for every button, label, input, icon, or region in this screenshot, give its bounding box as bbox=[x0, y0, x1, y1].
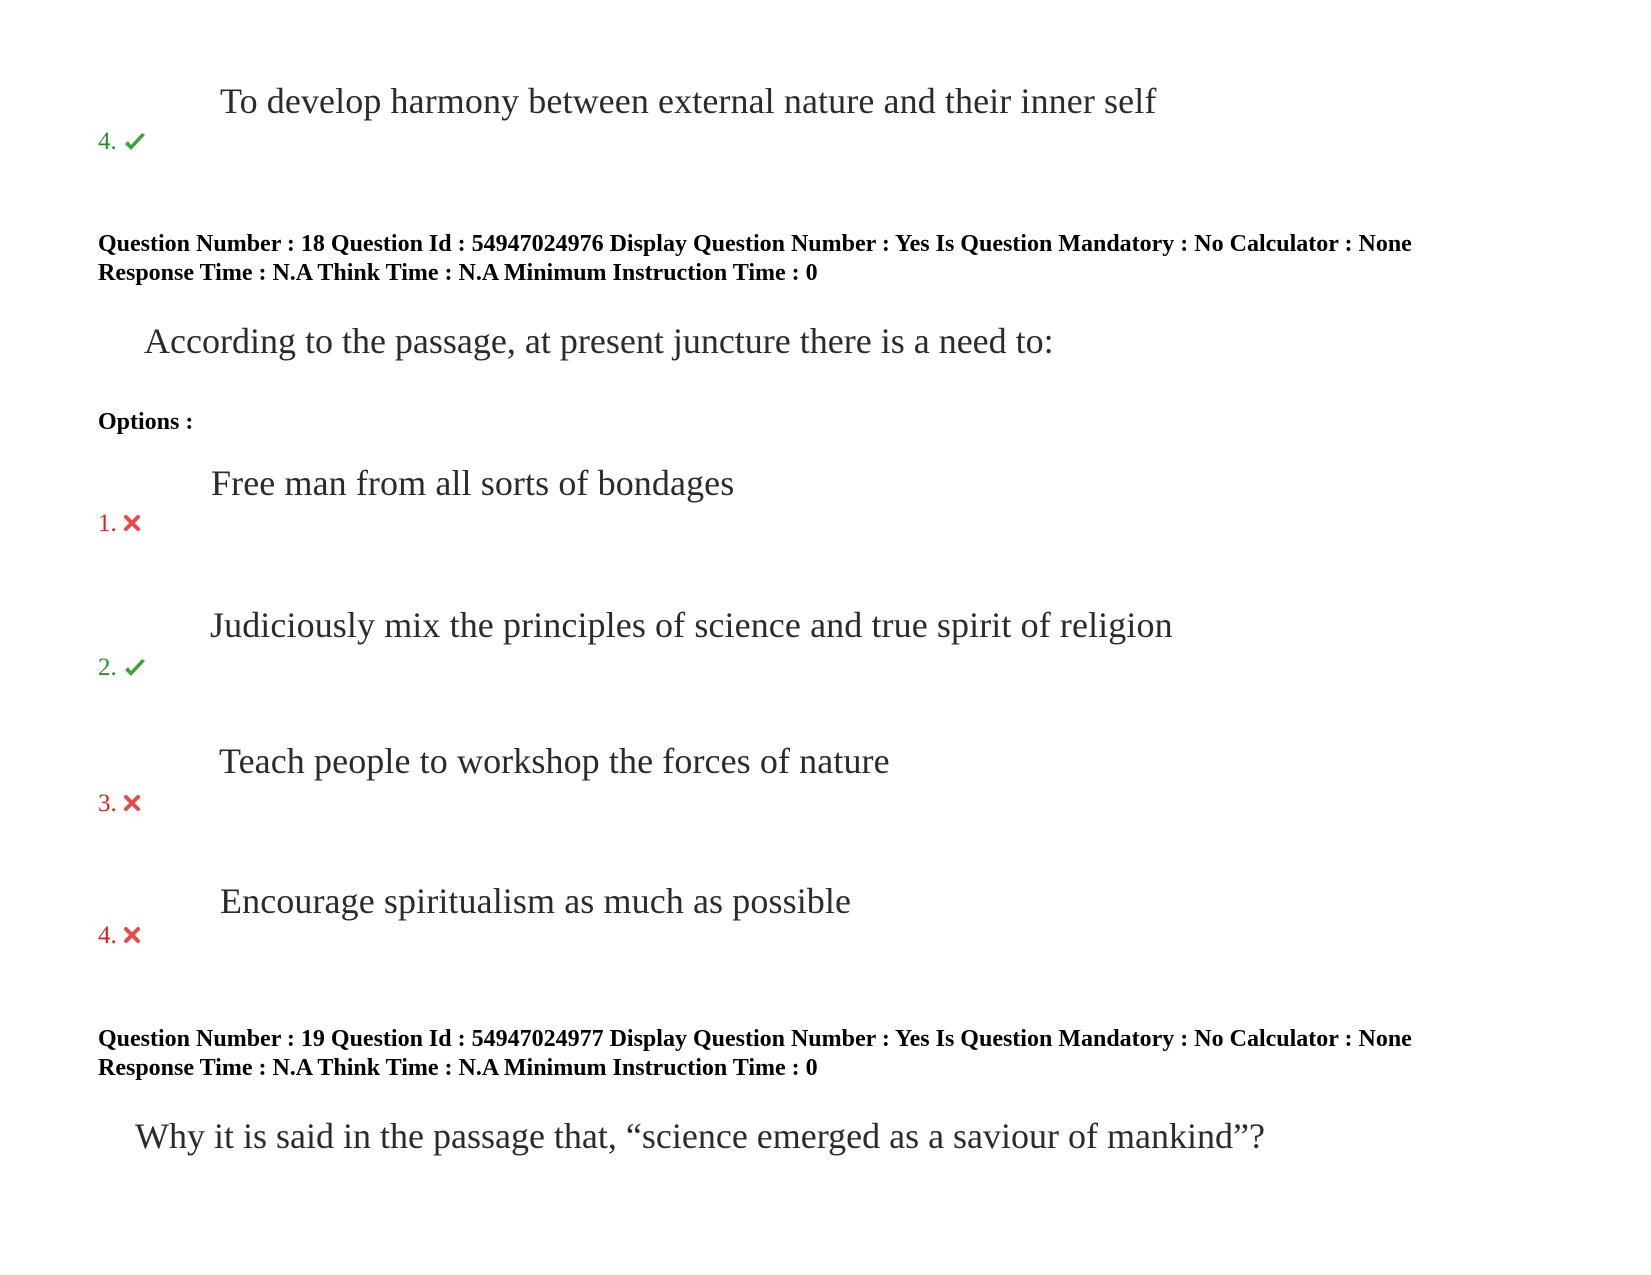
option-4-number: 4. bbox=[98, 922, 117, 949]
check-icon bbox=[123, 658, 147, 682]
cross-icon bbox=[123, 926, 147, 950]
option-1-number: 1. bbox=[98, 510, 117, 537]
cross-icon bbox=[123, 794, 147, 818]
prev-option-4-marker bbox=[98, 128, 147, 156]
cross-icon bbox=[123, 514, 147, 538]
check-icon bbox=[123, 132, 147, 156]
option-2-number: 2. bbox=[98, 654, 117, 681]
question-18-meta bbox=[98, 230, 1412, 288]
option-1-text: Free man from all sorts of bondages bbox=[211, 463, 735, 503]
option-3-text: Teach people to workshop the forces of nature bbox=[219, 741, 890, 781]
question-18-text: According to the passage, at present juncture there is a need to: bbox=[144, 321, 1054, 361]
prev-option-4-text: To develop harmony between external nature and their inner self bbox=[220, 81, 1157, 121]
question-18-meta-line1: Question Number : 18 Question Id : 54947024976 Display Question Number : Yes Is Question Mandatory : No Calculator : None bbox=[98, 231, 1412, 257]
prev-option-4-number: 4. bbox=[98, 128, 117, 155]
question-19-meta bbox=[98, 1025, 1412, 1083]
option-1-marker bbox=[98, 510, 147, 538]
option-4-marker bbox=[98, 922, 147, 950]
question-19-meta-line2: Response Time : N.A Think Time : N.A Minimum Instruction Time : 0 bbox=[98, 1055, 818, 1081]
option-3-number: 3. bbox=[98, 790, 117, 817]
option-4-text: Encourage spiritualism as much as possible bbox=[220, 881, 852, 921]
question-18-meta-line2: Response Time : N.A Think Time : N.A Minimum Instruction Time : 0 bbox=[98, 260, 818, 286]
option-2-text: Judiciously mix the principles of science and true spirit of religion bbox=[210, 605, 1173, 645]
option-3-marker bbox=[98, 790, 147, 818]
options-label: Options : bbox=[98, 409, 194, 435]
question-19-text: Why it is said in the passage that, “science emerged as a saviour of mankind”? bbox=[135, 1116, 1265, 1156]
question-19-meta-line1: Question Number : 19 Question Id : 54947024977 Display Question Number : Yes Is Question Mandatory : No Calculator : None bbox=[98, 1026, 1412, 1052]
option-2-marker bbox=[98, 654, 147, 682]
